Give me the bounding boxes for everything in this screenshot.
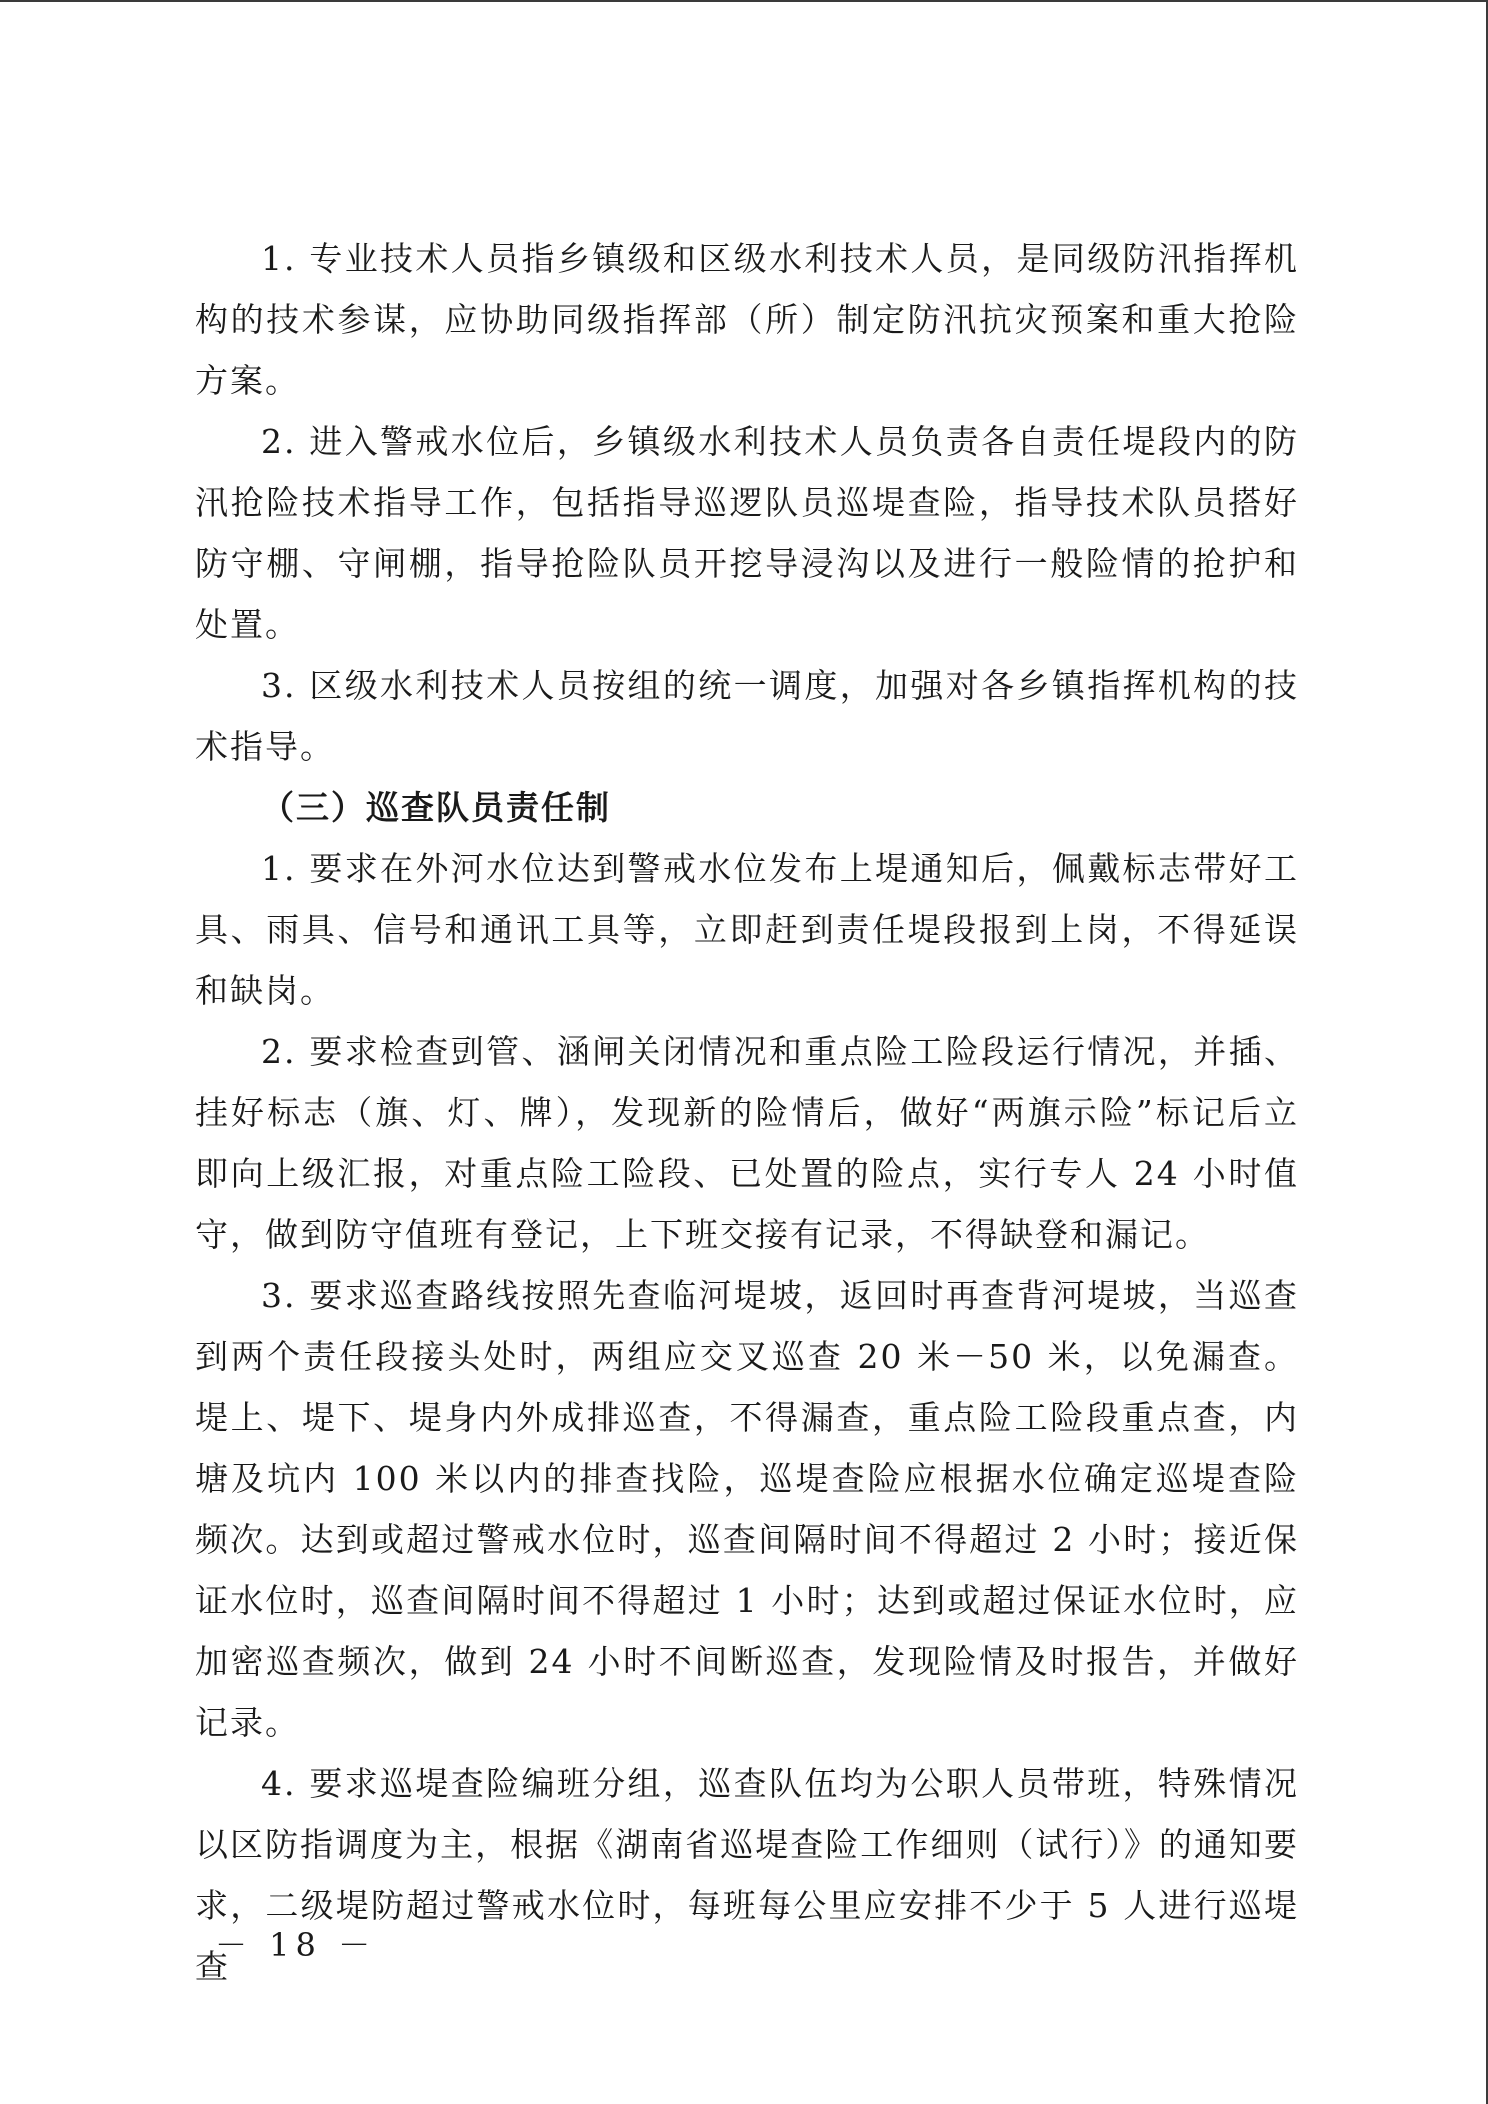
paragraph: 2. 进入警戒水位后，乡镇级水利技术人员负责各自责任堤段内的防汛抢险技术指导工作，包括指导巡逻队员巡堤查险，指导技术队员搭好防守棚、守闸棚，指导抢险队员开挖导浸沟以及进行一般险情的抢护和处置。 (195, 422, 1299, 644)
paragraph: 3. 区级水利技术人员按组的统一调度，加强对各乡镇指挥机构的技术指导。 (195, 666, 1299, 766)
paragraph: 2. 要求检查剅管、涵闸关闭情况和重点险工险段运行情况，并插、挂好标志（旗、灯、牌），发现新的险情后，做好“两旗示险”标记后立即向上级汇报，对重点险工险段、已处置的险点，实行专人 24 小时值守，做到防守值班有登记，上下班交接有记录，不得缺登和漏记。 (195, 1032, 1299, 1254)
page-number: － 18 － (215, 1926, 377, 1964)
section-heading: （三）巡查队员责任制 (261, 788, 611, 827)
paragraph: 1. 要求在外河水位达到警戒水位发布上堤通知后，佩戴标志带好工具、雨具、信号和通讯工具等，立即赶到责任堤段报到上岗，不得延误和缺岗。 (195, 849, 1299, 1010)
document-body (195, 228, 1299, 1997)
paragraph: 3. 要求巡查路线按照先查临河堤坡，返回时再查背河堤坡，当巡查到两个责任段接头处时，两组应交叉巡查 20 米－50 米，以免漏查。堤上、堤下、堤身内外成排巡查，不得漏查，重点险工险段重点查，内塘及坑内 100 米以内的排查找险，巡堤查险应根据水位确定巡堤查险频次。达到或超过警戒水位时，巡查间隔时间不得超过 2 小时；接近保证水位时，巡查间隔时间不得超过 1 小时；达到或超过保证水位时，应加密巡查频次，做到 24 小时不间断巡查，发现险情及时报告，并做好记录。 (195, 1276, 1299, 1742)
paragraph: 4. 要求巡堤查险编班分组，巡查队伍均为公职人员带班，特殊情况以区防指调度为主，根据《湖南省巡堤查险工作细则（试行）》的通知要求，二级堤防超过警戒水位时，每班每公里应安排不少于 5 人进行巡堤查 (195, 1764, 1299, 1986)
paragraph: 1. 专业技术人员指乡镇级和区级水利技术人员，是同级防汛指挥机构的技术参谋，应协助同级指挥部（所）制定防汛抗灾预案和重大抢险方案。 (195, 239, 1299, 400)
page-top-border (0, 0, 1488, 2)
